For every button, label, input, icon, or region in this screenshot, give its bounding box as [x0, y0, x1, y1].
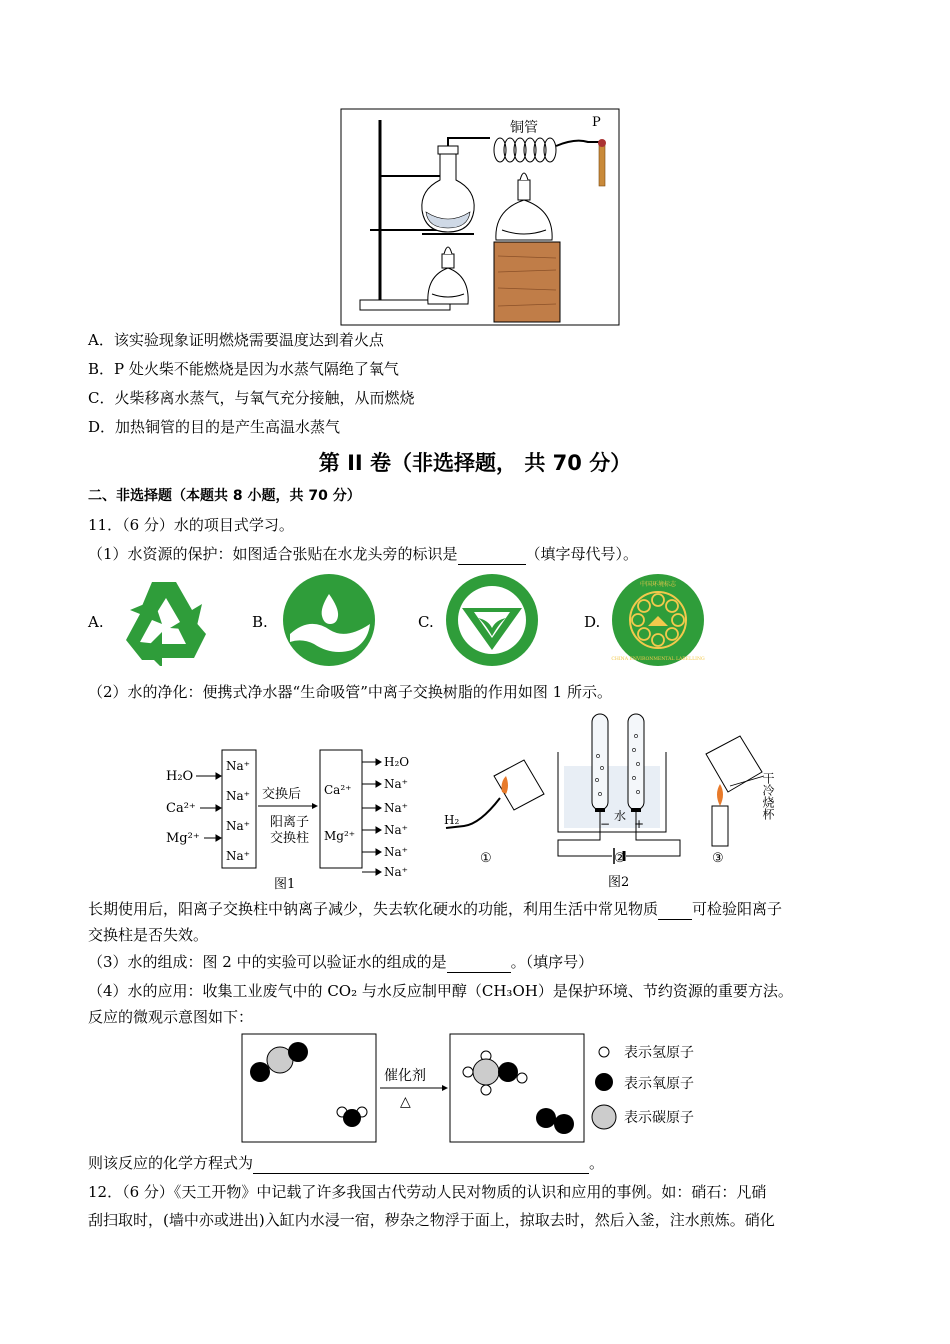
beaker-1 — [494, 760, 544, 810]
q11-part1 — [88, 543, 638, 565]
wooden-block — [494, 242, 560, 322]
fig2-number: ② — [614, 851, 626, 866]
hydrogen-atom — [481, 1085, 491, 1095]
fig1-na: Na⁺ — [226, 789, 250, 803]
lamp-1-flame — [444, 247, 452, 254]
hydrogen-atom — [517, 1073, 527, 1083]
oxygen-atom — [288, 1042, 308, 1062]
option-d: D．加热铜管的目的是产生高温水蒸气 — [88, 418, 341, 436]
match-head — [598, 139, 606, 147]
electrode-left — [595, 808, 605, 812]
fig2-number: ③ — [712, 851, 724, 866]
fig1-output: Na⁺ — [384, 845, 408, 859]
legend-oxygen: 表示氧原子 — [624, 1076, 694, 1092]
fig1-na: Na⁺ — [226, 759, 250, 773]
q12-line-1: 12．（6 分）《天工开物》中记载了许多我国古代劳动人民对物质的认识和应用的事例。如：硝石：凡硝 — [88, 1183, 767, 1201]
fig1-na: Na⁺ — [226, 849, 250, 863]
fig2-caption: 图2 — [608, 875, 630, 890]
oxygen-atom — [536, 1108, 556, 1128]
point-label: P — [592, 115, 601, 130]
lamp-1-neck — [442, 254, 454, 268]
recycle-icon — [112, 574, 216, 666]
equation-text: 则该反应的化学方程式为 — [88, 1154, 254, 1172]
fig2-plus: + — [634, 817, 645, 831]
q12-line-2: 刮扫取时，(墙中亦或进出)入缸内水浸一宿，秽杂之物浮于面上，掠取去时，然后入釜，注水煎炼。硝化 — [88, 1211, 775, 1229]
fig1-output: Na⁺ — [384, 823, 408, 837]
copper-coil — [494, 138, 556, 162]
stopper — [438, 146, 458, 154]
fig2-cup-label: 干冷烧杯 — [761, 772, 775, 820]
fig1-output: Na⁺ — [384, 777, 408, 791]
fig2-h2-label: H₂ — [444, 813, 460, 827]
logo-label-b: B. — [252, 613, 268, 631]
reaction-heat: △ — [400, 1094, 411, 1110]
fig1-output: Na⁺ — [384, 801, 408, 815]
legend-hydrogen: 表示氢原子 — [624, 1045, 694, 1061]
candle — [712, 806, 728, 846]
fig1-arrow-bottom: 交换柱 — [270, 831, 310, 846]
fig1-caption: 图1 — [274, 877, 296, 892]
option-a: A．该实验现象证明燃烧需要温度达到着火点 — [88, 331, 384, 349]
candle-flame — [717, 784, 723, 806]
reaction-condition: 催化剂 — [384, 1068, 426, 1084]
lamp-2-flame — [520, 173, 528, 180]
oxygen-atom — [554, 1114, 574, 1134]
answer-blank[interactable] — [458, 548, 526, 565]
matchstick — [599, 144, 605, 186]
water-saving-icon — [280, 572, 378, 668]
fig1-right-column — [320, 750, 362, 868]
part2-title: 第 II 卷（非选择题， 共 70 分） — [318, 451, 632, 475]
logo-d-ring: CHINA ENVIRONMENTAL LABELLING — [611, 657, 705, 662]
fig2-number: ① — [480, 851, 492, 866]
option-b: B．P 处火柴不能燃烧是因为水蒸气隔绝了氧气 — [88, 360, 399, 378]
lamp-2-neck — [518, 180, 530, 200]
section-title: 二、非选择题（本题共 8 小题，共 70 分） — [88, 488, 361, 504]
fig1-arrow-bottom: 阳离子 — [270, 815, 310, 830]
reaction-diagram — [240, 1032, 720, 1146]
apparatus-figure — [340, 108, 620, 326]
figure-1 — [160, 742, 420, 892]
figure-2 — [440, 706, 790, 892]
tube-right — [628, 714, 644, 810]
carbon-atom — [473, 1059, 499, 1085]
fig1-arrow-top: 交换后 — [262, 787, 302, 802]
oxygen-atom — [250, 1062, 270, 1082]
oxygen-atom — [343, 1109, 361, 1127]
logo-d-text: 中国环境标志 — [639, 581, 677, 588]
logo-label-a: A. — [88, 613, 104, 631]
q11-part4: （4）水的应用：收集工业废气中的 CO₂ 与水反应制甲醇（CH₃OH）是保护环境、节约资源的重要方法。 — [88, 982, 793, 1000]
fig2-water-label: 水 — [614, 809, 627, 823]
fig1-input: Mg²⁺ — [166, 831, 200, 846]
alcohol-lamp-1 — [428, 268, 468, 304]
hydrogen-atom — [463, 1067, 473, 1077]
q11-part1-text: （1）水资源的保护：如图适合张贴在水龙头旁的标识是 — [88, 545, 458, 563]
answer-blank[interactable] — [253, 1157, 589, 1174]
q11-part4-cont: 反应的微观示意图如下： — [88, 1008, 254, 1026]
tube-label: 铜管 — [510, 120, 538, 136]
fig2-minus: − — [600, 817, 611, 831]
q11-equation — [88, 1152, 604, 1174]
fig1-na: Na⁺ — [226, 819, 250, 833]
dry-cold-beaker — [706, 736, 762, 792]
fig1-input: Ca²⁺ — [166, 801, 196, 816]
delivery-tube — [448, 138, 490, 146]
fig1-ca: Ca²⁺ — [324, 783, 352, 797]
oxygen-atom — [498, 1062, 518, 1082]
q11-part3 — [88, 951, 593, 973]
after-fig-text: 可检验阳离子 — [692, 900, 783, 918]
option-c: C．火柴移离水蒸气，与氧气充分接触，从而燃烧 — [88, 389, 415, 407]
q11-stem: 11．（6 分）水的项目式学习。 — [88, 516, 294, 534]
legend-oxygen-icon — [595, 1073, 613, 1091]
q11-part1-hint: （填字母代号）。 — [525, 545, 639, 563]
logo-label-c: C. — [418, 613, 434, 631]
environmental-label-icon — [610, 572, 706, 668]
green-food-icon — [444, 572, 540, 668]
fig1-output: Na⁺ — [384, 865, 408, 879]
q11-part3-text: （3）水的组成：图 2 中的实验可以验证水的组成的是 — [88, 953, 447, 971]
fig1-input: H₂O — [166, 769, 194, 784]
q11-after-fig-cont: 交换柱是否失效。 — [88, 926, 209, 944]
q11-part2: （2）水的净化：便携式净水器“生命吸管”中离子交换树脂的作用如图 1 所示。 — [88, 683, 612, 701]
after-fig-text: 长期使用后，阳离子交换柱中钠离子减少，失去软化硬水的功能，利用生活中常见物质 — [88, 900, 659, 918]
legend-hydrogen-icon — [599, 1047, 609, 1057]
legend-carbon-icon — [592, 1105, 616, 1129]
electrode-right — [631, 808, 641, 812]
legend-carbon: 表示碳原子 — [624, 1110, 694, 1126]
fig1-mg: Mg²⁺ — [324, 829, 356, 843]
answer-blank[interactable] — [658, 903, 692, 920]
equation-end: 。 — [589, 1154, 605, 1172]
logo-label-d: D. — [584, 613, 601, 631]
outlet-tube — [556, 141, 602, 146]
fig1-output: H₂O — [384, 755, 410, 769]
q11-part3-hint: 。（填序号） — [510, 953, 594, 971]
trough-water — [564, 766, 660, 828]
q11-after-fig — [88, 898, 782, 920]
answer-blank[interactable] — [447, 956, 511, 973]
